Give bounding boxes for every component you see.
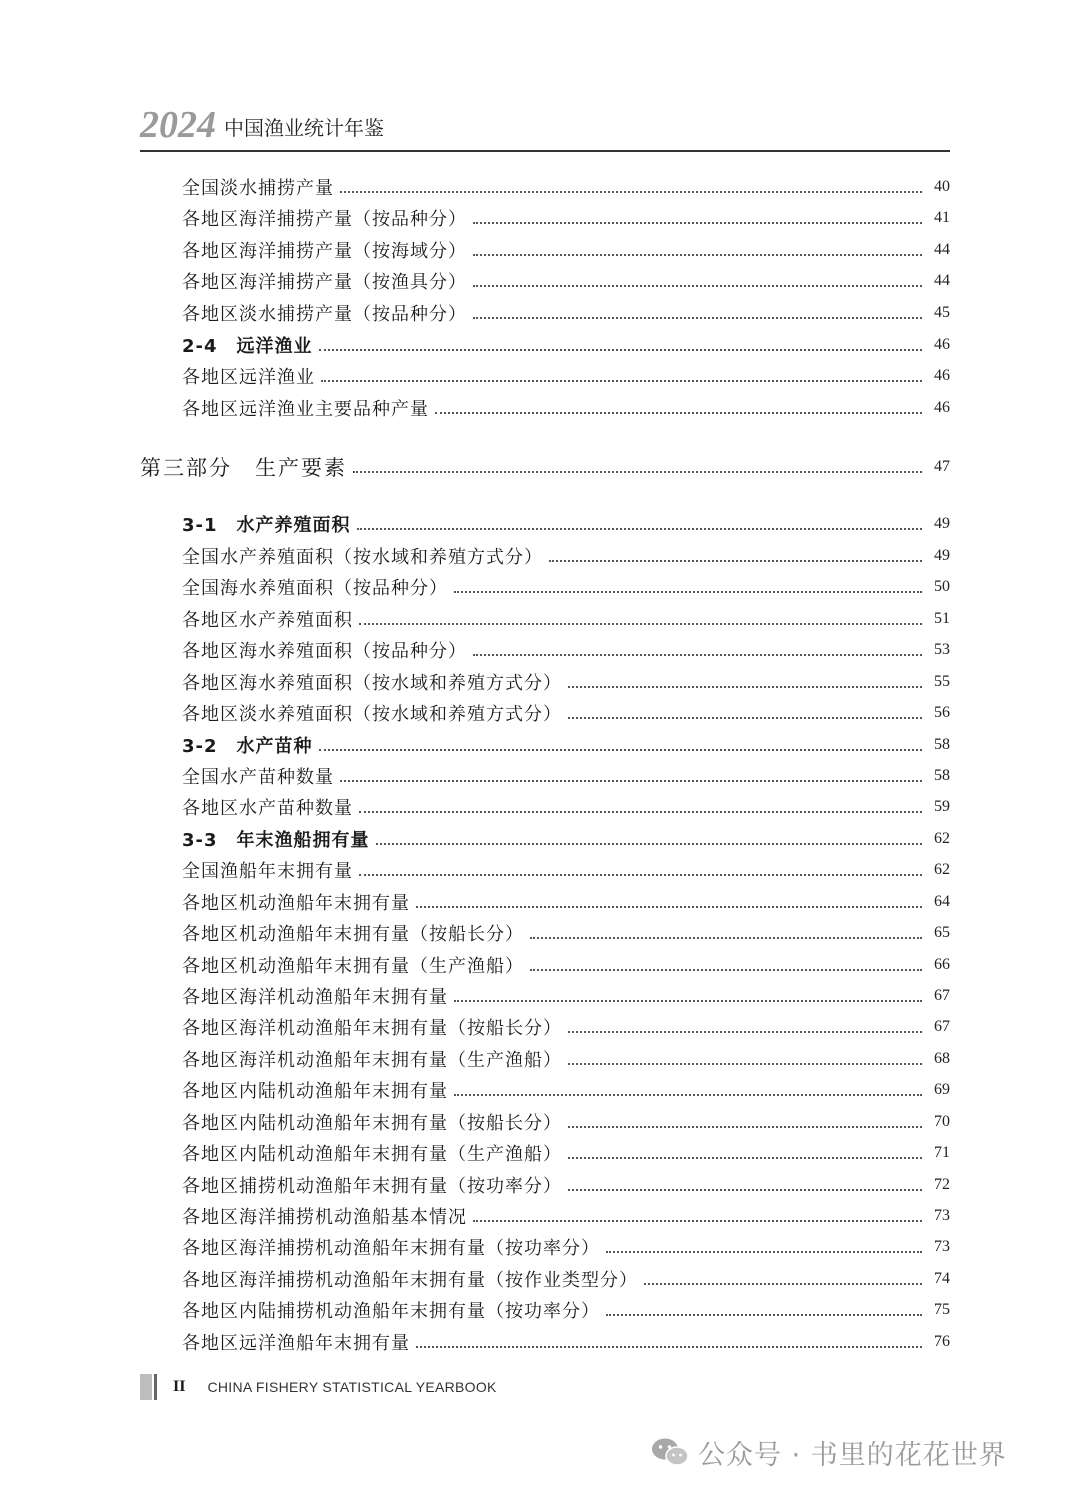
toc-page-number: 44 [934,241,950,258]
toc-label: 各地区内陆机动渔船年末拥有量 [182,1081,448,1102]
toc-entry [0,1044,1080,1074]
toc-leader-dots [473,1220,922,1222]
toc-page-number: 71 [934,1144,950,1161]
toc-leader-dots [530,969,922,971]
toc-page-number: 50 [934,578,950,595]
toc-label: 各地区海水养殖面积（按水域和养殖方式分） [182,673,562,694]
toc-label: 各地区水产养殖面积 [182,610,353,631]
toc-leader-dots [473,654,922,656]
toc-section-heading [0,824,1080,854]
toc-leader-dots [568,717,922,719]
toc-leader-dots [359,623,922,625]
toc-label: 各地区海洋捕捞产量（按渔具分） [182,272,467,293]
toc-entry [0,1295,1080,1325]
toc-label: 各地区海洋机动渔船年末拥有量（按船长分） [182,1018,562,1039]
toc-entry [0,604,1080,634]
toc-page-number: 69 [934,1081,950,1098]
toc-label: 各地区机动渔船年末拥有量 [182,893,410,914]
toc-label: 3-2 水产苗种 [182,736,313,757]
toc-entry [0,635,1080,665]
watermark-text: 公众号 · 书里的花花世界 [698,1439,1007,1471]
footer-page-number: II [173,1378,186,1395]
toc-entry [0,1138,1080,1168]
toc-label: 3-3 年末渔船拥有量 [182,830,370,851]
toc-label: 各地区海洋机动渔船年末拥有量（生产渔船） [182,1050,562,1071]
header-year: 2024 [140,104,216,146]
toc-label: 各地区海洋捕捞产量（按品种分） [182,209,467,230]
toc-leader-dots [416,906,922,908]
toc-leader-dots [568,1189,922,1191]
toc-page-number: 49 [934,515,950,532]
toc-entry [0,1107,1080,1137]
toc-label: 各地区海洋捕捞机动渔船基本情况 [182,1207,467,1228]
toc-leader-dots [473,285,922,287]
toc-entry [0,572,1080,602]
toc-leader-dots [454,1094,922,1096]
toc-entry [0,667,1080,697]
toc-leader-dots [340,191,922,193]
toc-label: 全国淡水捕捞产量 [182,178,334,199]
footer-bar-light [140,1374,152,1400]
toc-leader-dots [568,686,922,688]
toc-entry [0,1232,1080,1262]
running-footer [140,1374,497,1400]
toc-entry [0,698,1080,728]
toc-page-number: 64 [934,893,950,910]
toc-label: 全国水产养殖面积（按水域和养殖方式分） [182,547,543,568]
toc-entry [0,1075,1080,1105]
toc-label: 全国渔船年末拥有量 [182,861,353,882]
toc-section-heading [0,509,1080,539]
toc-entry [0,361,1080,391]
toc-page-number: 68 [934,1050,950,1067]
toc-page-number: 70 [934,1113,950,1130]
toc-page-number: 76 [934,1333,950,1350]
toc-leader-dots [568,1126,922,1128]
toc-entry [0,1012,1080,1042]
toc-page-number: 58 [934,736,950,753]
toc-label: 各地区机动渔船年末拥有量（按船长分） [182,924,524,945]
toc-leader-dots [473,254,922,256]
toc-label: 各地区淡水捕捞产量（按品种分） [182,304,467,325]
toc-page-number: 53 [934,641,950,658]
toc-label: 各地区捕捞机动渔船年末拥有量（按功率分） [182,1176,562,1197]
toc-leader-dots [454,591,922,593]
toc-page-number: 55 [934,673,950,690]
toc-leader-dots [606,1251,922,1253]
toc-page-number: 59 [934,798,950,815]
toc-section-heading [0,330,1080,360]
toc-page-number: 73 [934,1207,950,1224]
toc-page-number: 49 [934,547,950,564]
toc-leader-dots [568,1157,922,1159]
watermark [650,1432,1007,1472]
toc-label: 全国海水养殖面积（按品种分） [182,578,448,599]
toc-label: 各地区海洋捕捞机动渔船年末拥有量（按功率分） [182,1238,600,1259]
toc-label: 各地区海洋机动渔船年末拥有量 [182,987,448,1008]
toc-label: 各地区机动渔船年末拥有量（生产渔船） [182,956,524,977]
toc-entry [0,266,1080,296]
toc-label: 各地区远洋渔业 [182,367,315,388]
toc-entry [0,855,1080,885]
toc-leader-dots [416,1346,922,1348]
toc-entry [0,761,1080,791]
toc-entry [0,203,1080,233]
toc-entry [0,887,1080,917]
toc-leader-dots [321,380,922,382]
toc-page-number: 66 [934,956,950,973]
toc-leader-dots [376,843,922,845]
toc-page-number: 40 [934,178,950,195]
toc-entry [0,1170,1080,1200]
toc-entry [0,172,1080,202]
toc-page-number: 67 [934,987,950,1004]
toc-entry [0,918,1080,948]
toc-leader-dots [549,560,922,562]
toc-page-number: 67 [934,1018,950,1035]
toc-label: 各地区水产苗种数量 [182,798,353,819]
toc-label: 各地区内陆机动渔船年末拥有量（按船长分） [182,1113,562,1134]
toc-label: 全国水产苗种数量 [182,767,334,788]
toc-entry [0,541,1080,571]
toc-leader-dots [435,412,922,414]
toc-part-heading [0,452,1080,482]
toc-page-number: 74 [934,1270,950,1287]
toc-entry [0,235,1080,265]
toc-leader-dots [319,749,922,751]
toc-page-number: 44 [934,272,950,289]
toc-page-number: 72 [934,1176,950,1193]
toc-leader-dots [359,874,922,876]
header-title: 中国渔业统计年鉴 [224,116,384,140]
wechat-icon [650,1437,690,1467]
toc-page-number: 73 [934,1238,950,1255]
toc-leader-dots [357,528,922,530]
toc-leader-dots [473,317,922,319]
toc-entry [0,1201,1080,1231]
toc-page-number: 65 [934,924,950,941]
toc-leader-dots [530,937,922,939]
toc-page-number: 62 [934,830,950,847]
toc-leader-dots [353,471,922,473]
toc-page-number: 46 [934,367,950,384]
toc-leader-dots [606,1314,922,1316]
toc-page-number: 46 [934,336,950,353]
toc-leader-dots [568,1031,922,1033]
toc-page-number: 47 [934,458,950,475]
toc-leader-dots [359,811,922,813]
toc-label: 各地区海水养殖面积（按品种分） [182,641,467,662]
toc-entry [0,298,1080,328]
toc-entry [0,792,1080,822]
toc-leader-dots [319,349,922,351]
toc-leader-dots [454,1000,922,1002]
toc-label: 各地区远洋渔船年末拥有量 [182,1333,410,1354]
toc-label: 各地区内陆机动渔船年末拥有量（生产渔船） [182,1144,562,1165]
toc-page-number: 51 [934,610,950,627]
toc-label: 各地区淡水养殖面积（按水域和养殖方式分） [182,704,562,725]
toc-page-number: 56 [934,704,950,721]
toc-entry [0,393,1080,423]
toc-section-heading [0,730,1080,760]
toc-label: 各地区海洋捕捞机动渔船年末拥有量（按作业类型分） [182,1270,638,1291]
toc-leader-dots [644,1283,922,1285]
toc-page-number: 45 [934,304,950,321]
toc-label: 2-4 远洋渔业 [182,336,313,357]
toc-label: 各地区远洋渔业主要品种产量 [182,399,429,420]
toc-label: 各地区海洋捕捞产量（按海域分） [182,241,467,262]
toc-page-number: 46 [934,399,950,416]
toc-label: 第三部分 生产要素 [140,456,347,480]
toc-page-number: 62 [934,861,950,878]
toc-page-number: 58 [934,767,950,784]
toc-page-number: 75 [934,1301,950,1318]
toc-leader-dots [568,1063,922,1065]
toc-entry [0,1327,1080,1357]
toc-entry [0,1264,1080,1294]
toc-label: 3-1 水产养殖面积 [182,515,351,536]
toc-leader-dots [340,780,922,782]
toc-page-number: 41 [934,209,950,226]
toc-leader-dots [473,222,922,224]
footer-book-title: CHINA FISHERY STATISTICAL YEARBOOK [207,1379,497,1395]
toc-label: 各地区内陆捕捞机动渔船年末拥有量（按功率分） [182,1301,600,1322]
toc-entry [0,981,1080,1011]
footer-bar-dark [154,1374,157,1400]
toc-entry [0,950,1080,980]
